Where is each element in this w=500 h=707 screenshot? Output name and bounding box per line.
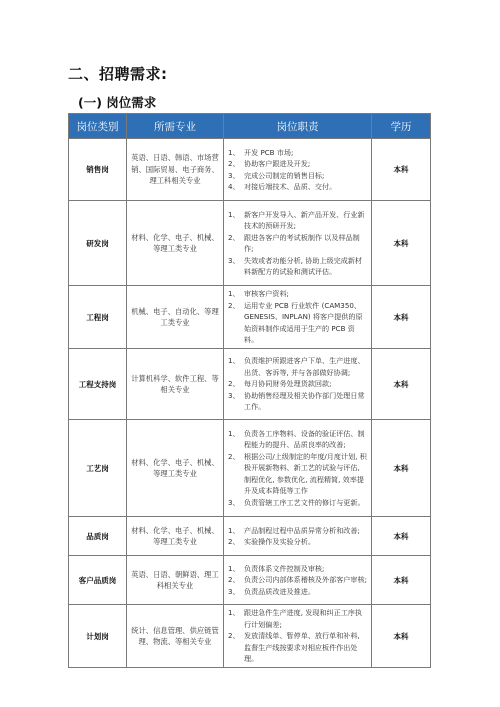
cell-education: 本科 xyxy=(372,517,431,556)
cell-duties xyxy=(224,139,372,201)
cell-education: 本科 xyxy=(372,349,431,420)
table-row xyxy=(69,349,431,420)
cell-major: 材料、化学、电子、机械、等理工类专业 xyxy=(127,517,224,556)
cell-education: 本科 xyxy=(372,139,431,201)
cell-position: 研发岗 xyxy=(69,201,127,286)
duty-line: 1、 负责维护所跟进客户下单、生产进度、出货、客诉等, 并与各部做好协调; xyxy=(228,356,365,377)
cell-duties xyxy=(224,420,372,517)
duty-line: 3、 协助销售经理及相关协作部门处理日常工作。 xyxy=(228,390,365,412)
table-row xyxy=(69,517,431,556)
duty-line: 2、 跟进各客户的考试板制作 以及样品制作; xyxy=(228,232,360,253)
cell-duties xyxy=(224,605,372,668)
header-position: 岗位类别 xyxy=(69,114,127,139)
cell-position: 品质岗 xyxy=(69,517,127,556)
table-row xyxy=(69,605,431,668)
duty-line: 2、 每月协同财务处理货款回款; xyxy=(228,379,332,389)
duty-line: 1、 负责体系文件控制及审核; xyxy=(228,563,325,573)
duty-line: 3、 负责管辖工序工艺文件的修订与更新。 xyxy=(228,497,365,507)
duty-line: 2、 根据公司/上级制定的年度/月度计划, 积极开展新物料、新工艺的试验与评估, 制程优化, 参数优化, 流程精简, 效率提升及成本降低等工作 xyxy=(228,451,367,496)
duty-line: 1、 新客户开发导入、新产品开发、行业新技术的预研开发; xyxy=(228,209,365,230)
duty-line: 2、 负责公司内部体系稽核及外部客户审核; xyxy=(228,575,367,585)
cell-position: 工程支持岗 xyxy=(69,349,127,420)
cell-major: 计算机科学、软件工程、等相关专业 xyxy=(127,349,224,420)
duty-line: 3、 失效或者功能分析, 协助上级完成新材料新配方的试验和测试评估。 xyxy=(228,255,363,276)
cell-position: 销售岗 xyxy=(69,139,127,201)
duty-line: 1、 开发 PCB 市场; xyxy=(228,147,294,157)
cell-duties xyxy=(224,517,372,556)
duty-line: 2、 实验操作及实验分析。 xyxy=(228,537,315,546)
cell-duties xyxy=(224,201,372,286)
table-row xyxy=(69,556,431,605)
cell-duties xyxy=(224,349,372,420)
duty-line: 3、 完成公司制定的销售目标; xyxy=(228,170,325,180)
job-requirements-table xyxy=(68,113,431,668)
subsection-heading: (一) 岗位需求 xyxy=(78,95,157,110)
table-row xyxy=(69,286,431,349)
duty-line: 3、 负责品质改进及推进。 xyxy=(228,586,315,596)
duty-line: 2、 协助客户跟进及开发; xyxy=(228,159,311,168)
cell-education: 本科 xyxy=(372,420,431,517)
duty-line: 1、 审核客户资料; xyxy=(228,289,289,299)
table-row xyxy=(69,201,431,286)
duty-line: 2、 发放清线单、暂停单、放行单和补料, 监督生产线按要求对相应板件作出处理。 xyxy=(228,631,360,664)
header-education: 学历 xyxy=(372,114,431,139)
table-row xyxy=(69,139,431,201)
duty-line: 4、 对接后端技术、品质、交付。 xyxy=(228,182,337,191)
cell-position: 客户品质岗 xyxy=(69,556,127,605)
table-row xyxy=(69,420,431,517)
cell-major: 机械、电子、自动化、等理工类专业 xyxy=(127,286,224,349)
cell-education: 本科 xyxy=(372,556,431,605)
cell-major: 统计、信息管理、供应链管理、物流、等相关专业 xyxy=(127,605,224,668)
cell-duties xyxy=(224,556,372,605)
cell-major: 材料、化学、电子、机械、等理工类专业 xyxy=(127,420,224,517)
cell-major: 材料、化学、电子、机械、等理工类专业 xyxy=(127,201,224,286)
cell-education: 本科 xyxy=(372,201,431,286)
cell-major: 英语、日语、韩语、市场营销、国际贸易、电子商务、理工科相关专业 xyxy=(127,139,224,201)
section-heading: 二、招聘需求: xyxy=(68,65,168,83)
header-major: 所需专业 xyxy=(127,114,224,139)
cell-major: 英语、日语、朝鲜语、理工科相关专业 xyxy=(127,556,224,605)
cell-position: 计划岗 xyxy=(69,605,127,668)
duty-line: 1、 负责各工序物料、设备的验证评估、制程能力的提升、品质良率的改善; xyxy=(228,428,365,450)
header-duties: 岗位职责 xyxy=(224,114,372,139)
cell-education: 本科 xyxy=(372,605,431,668)
cell-education: 本科 xyxy=(372,286,431,349)
cell-duties xyxy=(224,286,372,349)
cell-position: 工程岗 xyxy=(69,286,127,349)
duty-line: 2、 运用专业 PCB 行业软件 (CAM350、GENESIS、INPLAN) 将客户提供的原始资料制作成适用于生产的 PCB 资料。 xyxy=(228,300,363,345)
duty-line: 1、 产品制程过程中品质异常分析和改善; xyxy=(228,525,360,535)
duty-line: 1、 跟进急件生产进度, 发现和纠正工序执行计划偏差; xyxy=(228,608,363,629)
cell-position: 工艺岗 xyxy=(69,420,127,517)
table-header-row xyxy=(69,114,431,139)
